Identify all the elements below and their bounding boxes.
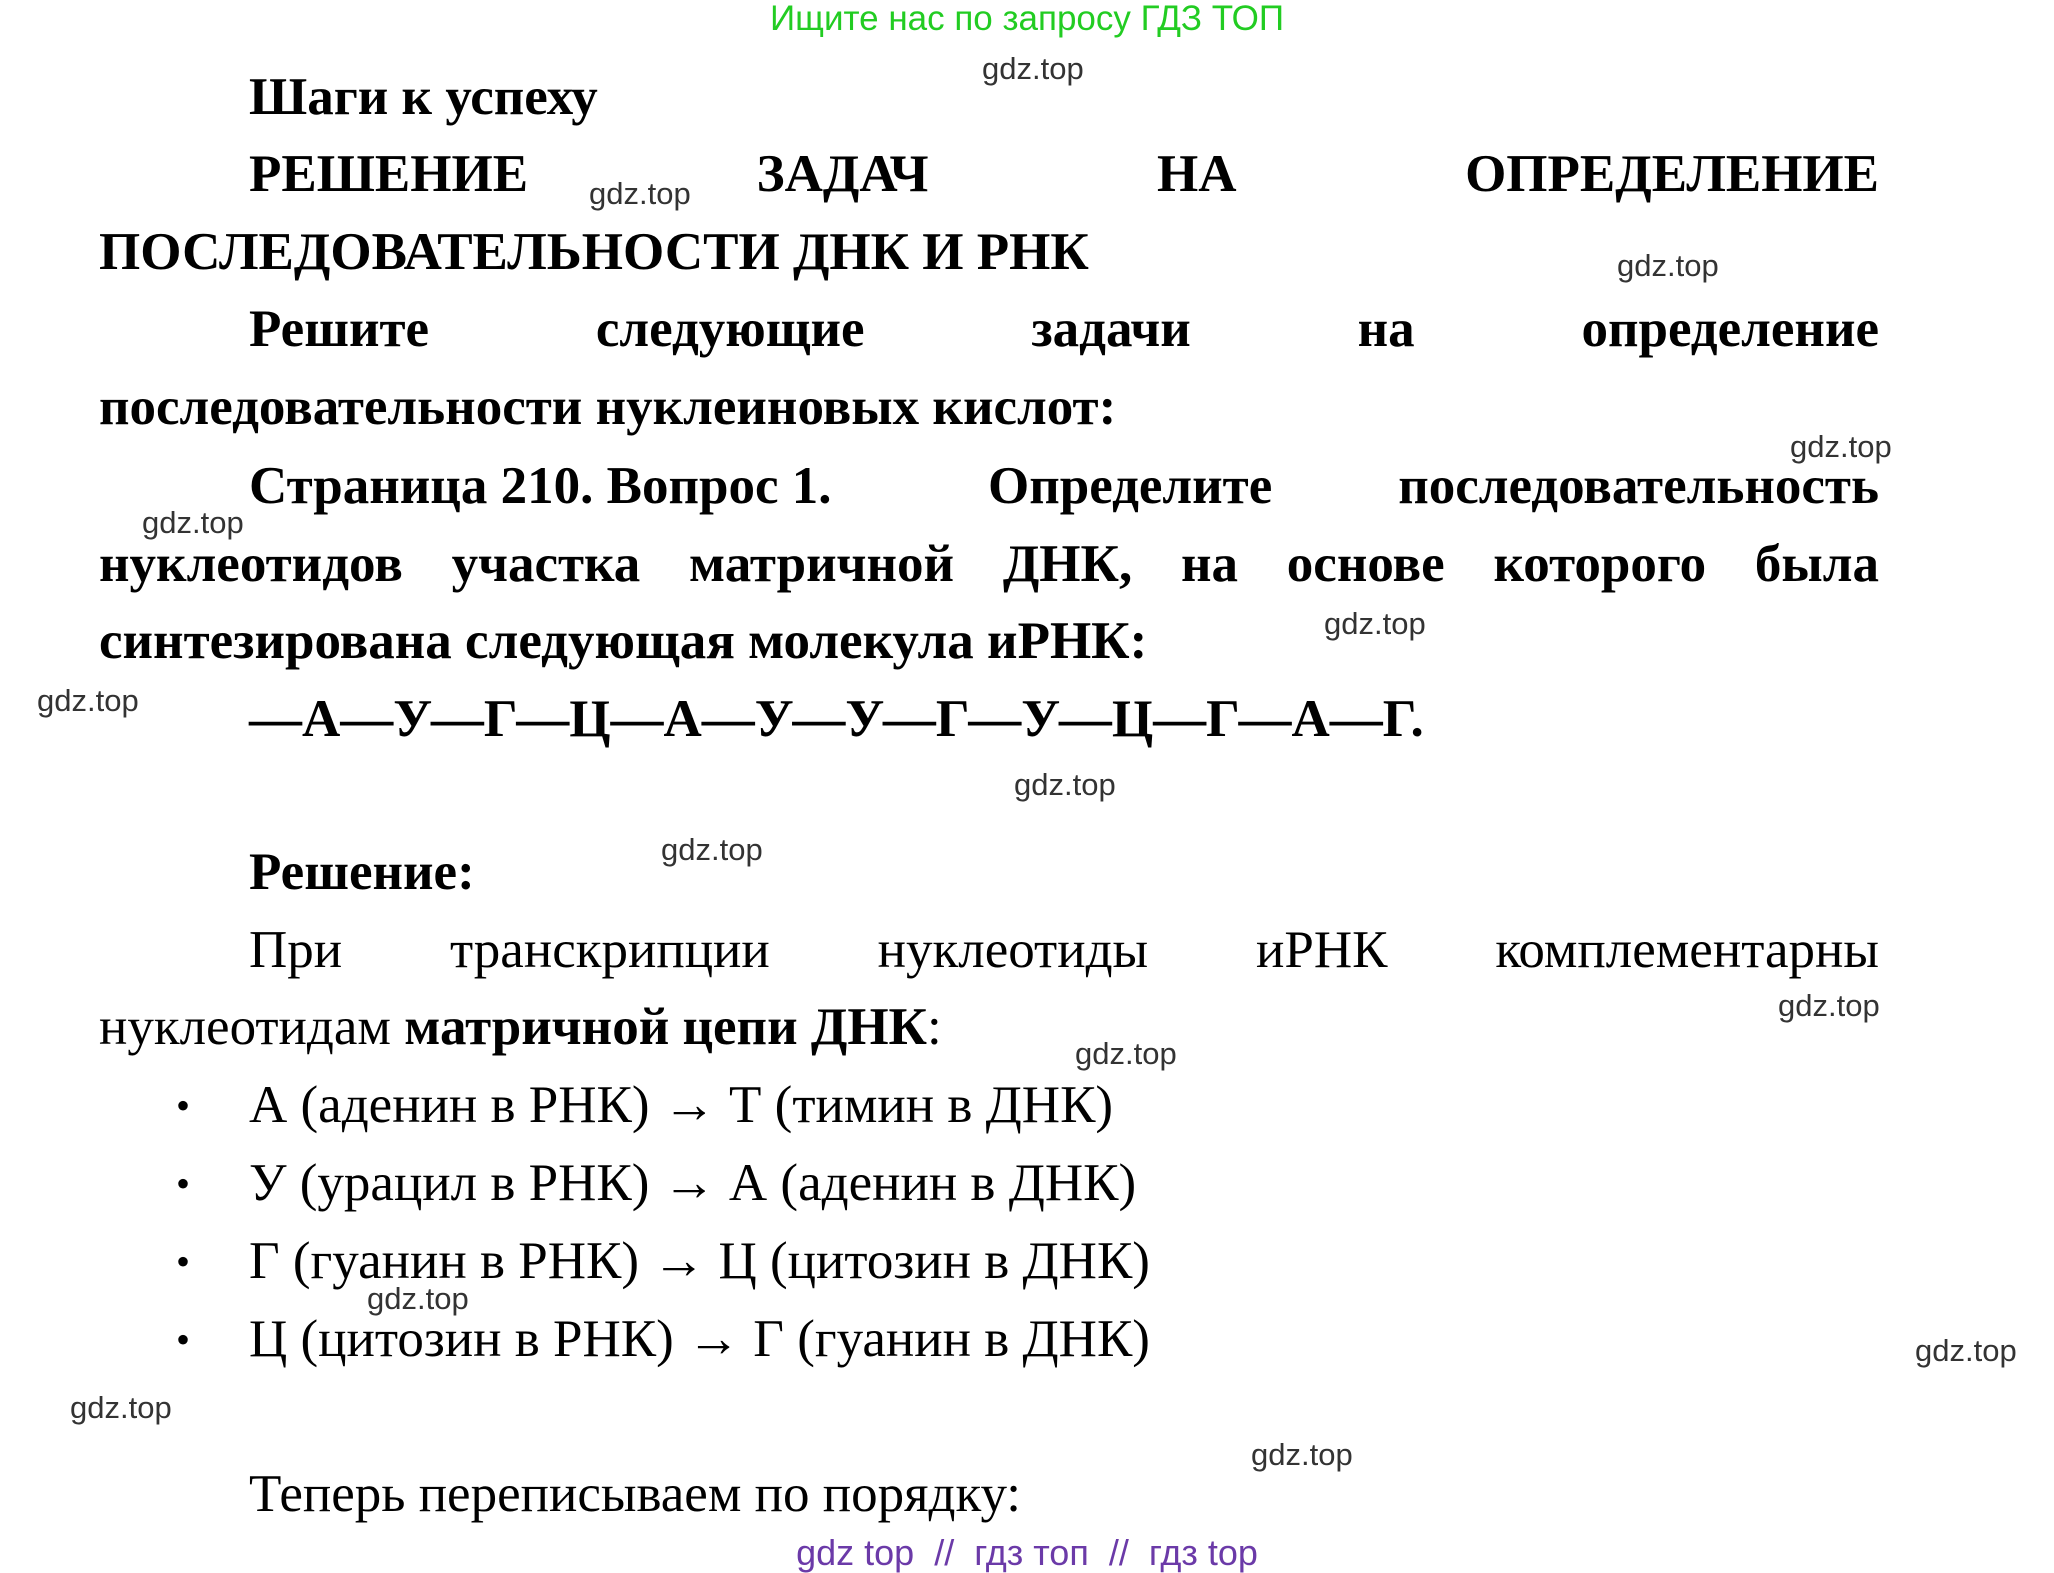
solution-word: При <box>249 921 343 979</box>
question-word: которого <box>1493 535 1707 593</box>
watermark: gdz.top <box>982 51 1084 86</box>
solution-text: нуклеотидам <box>99 998 405 1056</box>
next-step-text: Теперь переписываем по порядку: <box>249 1465 1021 1523</box>
watermark: gdz.top <box>142 505 244 540</box>
rule-item: А (аденин в РНК) → Т (тимин в ДНК) <box>249 1076 1114 1134</box>
solution-word: комплементарны <box>1495 921 1879 979</box>
heading-word: ОПРЕДЕЛЕНИЕ <box>1465 145 1879 203</box>
rule-item: Г (гуанин в РНК) → Ц (цитозин в ДНК) <box>249 1232 1150 1290</box>
instruction-word: задачи <box>1031 300 1191 358</box>
question-line-2 <box>99 535 1880 593</box>
watermark: gdz.top <box>1778 988 1880 1023</box>
heading-word: НА <box>1157 145 1237 203</box>
question-word: участка <box>451 535 641 593</box>
solution-line-2 <box>99 998 942 1056</box>
watermark: gdz.top <box>1790 429 1892 464</box>
instruction-word: следующие <box>595 300 865 358</box>
instruction-word: определение <box>1581 300 1879 358</box>
question-words <box>988 457 1879 515</box>
heading-line-2: ПОСЛЕДОВАТЕЛЬНОСТИ ДНК И РНК <box>99 223 1089 281</box>
instruction-line-2: последовательности нуклеиновых кислот: <box>99 378 1117 436</box>
bullet-icon: • <box>176 1239 191 1284</box>
solution-word: транскрипции <box>450 921 770 979</box>
question-word: нуклеотидов <box>99 535 403 593</box>
bullet-icon: • <box>176 1083 191 1128</box>
solution-text: : <box>926 998 942 1056</box>
watermark: gdz.top <box>1014 767 1116 802</box>
question-line-1 <box>249 457 1879 515</box>
rule-item: Ц (цитозин в РНК) → Г (гуанин в ДНК) <box>249 1310 1150 1368</box>
question-line-3: синтезирована следующая молекула иРНК: <box>99 612 1148 670</box>
instruction-word: на <box>1357 300 1415 358</box>
solution-word: иРНК <box>1256 921 1388 979</box>
bullet-icon: • <box>176 1161 191 1206</box>
watermark: gdz.top <box>589 176 691 211</box>
question-word: Определите <box>988 457 1273 515</box>
mrna-sequence: —А—У—Г—Ц—А—У—У—Г—У—Ц—Г—А—Г. <box>249 690 1424 748</box>
question-word: была <box>1754 535 1880 593</box>
watermark: gdz.top <box>70 1390 172 1425</box>
watermark: gdz.top <box>1251 1437 1353 1472</box>
watermark: gdz.top <box>1617 248 1719 283</box>
solution-heading: Решение: <box>249 843 475 901</box>
search-banner: Ищите нас по запросу ГДЗ ТОП <box>770 0 1284 38</box>
section-title: Шаги к успеху <box>249 68 598 126</box>
heading-line-1 <box>249 145 1879 203</box>
instruction-line-1 <box>249 300 1879 358</box>
bullet-icon: • <box>176 1317 191 1362</box>
question-word: ДНК, <box>1002 535 1133 593</box>
watermark: gdz.top <box>367 1281 469 1316</box>
solution-word: нуклеотиды <box>877 921 1149 979</box>
solution-bold-text: матричной цепи ДНК <box>404 998 927 1056</box>
question-word: последовательность <box>1398 457 1879 515</box>
instruction-word: Решите <box>249 300 430 358</box>
watermark: gdz.top <box>1324 606 1426 641</box>
solution-line-1 <box>249 921 1879 979</box>
question-word: основе <box>1286 535 1445 593</box>
question-label: Страница 210. Вопрос 1. <box>249 457 832 515</box>
watermark: gdz.top <box>37 683 139 718</box>
heading-word: РЕШЕНИЕ <box>249 145 529 203</box>
watermark: gdz.top <box>1915 1333 2017 1368</box>
footer-watermark: gdz top // гдз топ // гдз top <box>796 1532 1258 1573</box>
heading-word: ЗАДАЧ <box>756 145 929 203</box>
question-word: матричной <box>689 535 955 593</box>
watermark: gdz.top <box>661 832 763 867</box>
watermark: gdz.top <box>1075 1036 1177 1071</box>
question-word: на <box>1180 535 1239 593</box>
rule-item: У (урацил в РНК) → А (аденин в ДНК) <box>249 1154 1137 1212</box>
